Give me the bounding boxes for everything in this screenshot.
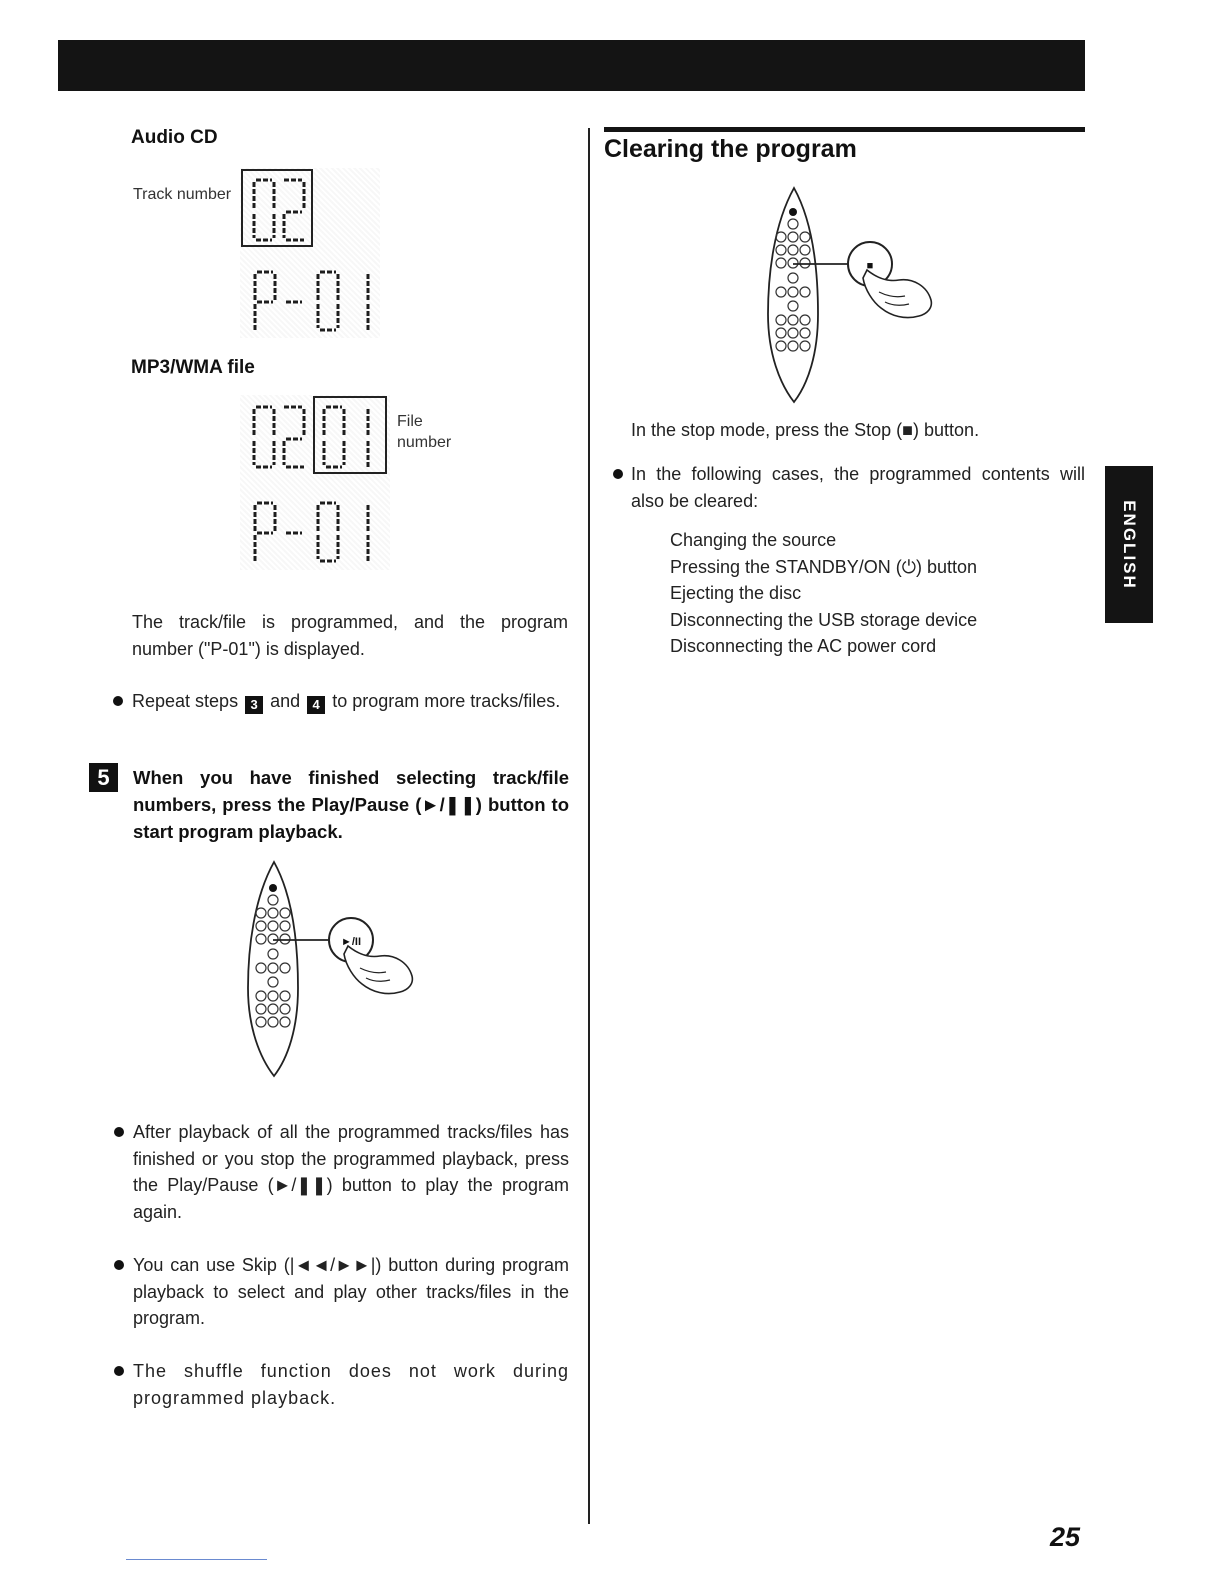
list-item: Ejecting the disc [670,583,802,603]
file-label-line2: number [397,434,452,451]
note-shuffle: The shuffle function does not work during programmed playback. [133,1361,569,1408]
repeat-text-2: and [270,691,301,711]
section-rule [604,127,1085,132]
repeat-text-3: to program more tracks/files. [332,691,561,711]
bullet [113,696,123,706]
section-title: Clearing the program [604,135,857,163]
remote-play-illustration [240,858,425,1083]
step-5-instruction: When you have finished selecting track/file numbers, press the Play/Pause (►/❚❚) button to start program playback. [133,767,569,842]
mp3-wma-heading: MP3/WMA file [131,357,255,378]
header-bar [58,40,1085,91]
step-5-badge: 5 [89,763,118,792]
note-replay: After playback of all the programmed tracks/files has finished or you stop the programmed playback, press the Play/Pause (►/❚❚) button to play the program again. [133,1122,569,1222]
track-number-label: Track number [133,186,232,203]
list-item: Changing the source [670,530,837,550]
list-item: Disconnecting the USB storage device [670,609,978,630]
mp3-display [240,395,390,570]
svg-text:■: ■ [866,260,874,272]
language-tab-label: ENGLISH [1120,499,1139,590]
file-label-line1: File [397,413,423,430]
bullet [114,1260,124,1270]
bullet [114,1366,124,1376]
repeat-steps-note [132,688,572,715]
svg-text:►/II: ►/II [340,936,362,948]
language-tab [1105,466,1153,623]
list-item: Pressing the STANDBY/ON (⏻) button [670,556,978,577]
repeat-text-1: Repeat steps [132,691,239,711]
cases-list [670,527,1050,660]
bullet [613,469,623,479]
audio-cd-heading: Audio CD [131,127,218,148]
step-4-badge: 4 [307,696,325,714]
programmed-description: The track/file is programmed, and the program number ("P-01") is displayed. [132,612,568,659]
mp3-lcd-digits [240,395,390,570]
cases-intro: In the following cases, the programmed contents will also be cleared: [631,464,1085,511]
note-skip: You can use Skip (|◄◄/►►|) button during program playback to select and play other tracks/files in the program. [133,1255,569,1328]
stop-instruction: In the stop mode, press the Stop (■) button. [631,420,980,440]
footer-rule [126,1559,267,1560]
audio-cd-display [240,168,380,338]
list-item: Disconnecting the AC power cord [670,636,937,656]
step-3-badge: 3 [245,696,263,714]
page-number: 25 [1050,1522,1081,1552]
audio-cd-lcd-digits [240,168,380,338]
bullet [114,1127,124,1137]
column-divider [588,128,590,1524]
remote-stop-illustration [760,184,945,409]
